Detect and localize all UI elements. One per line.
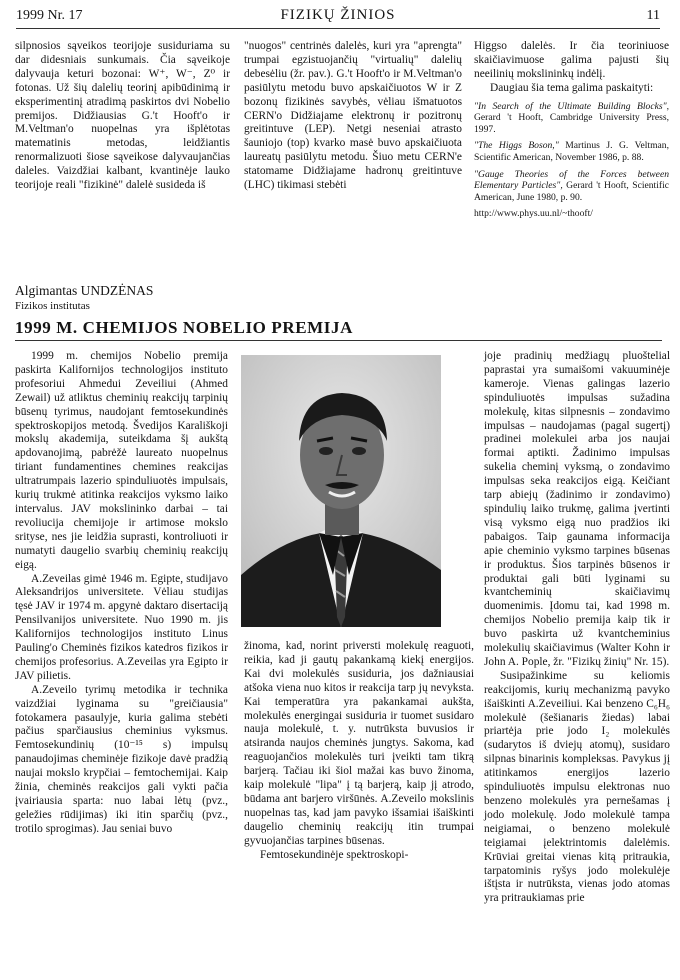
issue-label: 1999 Nr. 17 [16,8,83,23]
page-number: 11 [646,8,660,23]
paragraph: 1999 m. chemijos Nobelio premija paskirta Kalifornijos technologijos instituto profesoriui Ahmedui Zeveiliui (Ahmed Zewail) už atliktus cheminių reakcijų tarpinių būsenų tyrimus, naudojant femtosekundinės spektroskopijos metodą. Švedijos Karališkoji mokslų akademija, suteikdama šį aukštą apdovanojimą, pabrėžė laureato nuopelnus tiriant fundamentines chemines reakcijas ultratrumpais lazerio spinduliuotės impulsais, kurių trukmė atitinka reakcijos vyksmo laiko intervalus. JAV mokslininko darbai – tai revoliucija chemijoje ir artimose mokslo srityse, nes jie leidžia suprasti, kontroliuoti ir numatyti daugelio svarbių cheminių reakcijų eigą. [15,350,228,571]
portrait-illustration [241,355,441,627]
paragraph: "nuogos" centrinės dalelės, kuri yra "aprengta" trumpai egzistuojančių "virtualių" dalelių debesėliu (žr. pav.). G.'t Hooft'o ir M.Veltman'o pasiūlytu metodu buvo apskaičiuotos W ir Z bozonų fizikinės savybės, vėliau išmatuotos CERN'o Didžiajame elektronų ir pozitronų greitintuve (LEP). Netgi neseniai atrasto šauniojo (top) kvarko masė buvo apskaičiuota laureatų pasiūlytu metodu. Šiuo metu CERN'e statomame Didžiajame hadronų greitintuve (LHC) tikimasi stebėti [244,40,462,192]
reference-title: "In Search of the Ultimate Building Blocks", [474,100,669,112]
paragraph: silpnosios sąveikos teorijoje susiduriama su dar didesniais sunkumais. Čia sąveikoje dalyvauja keturi bozonai: W⁺, W⁻, Z⁰ ir fotonas. Už šių dalelių teorinį apibūdinimą ir eksperimentinį atradimą paskirtos dvi Nobelio premijos. Didžiausias G.'t Hooft'o ir M.Veltman'o nuopelnas yra išplėtotas matematinis metodas, leidžiantis renormalizuoti šiose sąveikose dalyvaujančias daleles. Vaizdžiai kalbant, kvantinėje lauko teorijoje reali "fizikinė" dalelė susideda iš [15,40,230,192]
paragraph: žinoma, kad, norint priversti molekulę reaguoti, reikia, kad ji gautų pakankamą kiekį energijos. Kai dvi molekulės susiduria, jos dažniausiai atšoka viena nuo kitos ir reakcija tarp jų nevyksta. Kai temperatūra yra pakankamai aukšta, molekulės energingai susiduria ir tuomet susidaro nauja molekulė, t. y. nutrūksta buvusios ir atsiranda naujos cheminės jungtys. Sakoma, kad reaguojančios molekulės turi įveikti tam tikrą barjerą. Tačiau iki šiol mažai kas buvo žinoma, kaip molekulė "lipa" į tą barjerą, kaip jį atrodo, būdama ant barjero viršūnės. A.Zeveilo mokslinis nuopelnas tas, kad jam pavyko išsamiai išaiškinti daugelio cheminių reakcijų itin trumpai gyvuojančias tarpines būsenas. [244,640,474,847]
paragraph: Susipažinkime su keliomis reakcijomis, kurių mechanizmą pavyko išaiškinti A.Zeveiliui. Kai benzeno C₆H₆ molekulė (šešianaris žiedas) labai priartėja prie jodo I₂ molekulės (sudarytos iš dviejų atomų), susidaro silpnas binarinis kompleksas. Pavykus jį atitinkamos energijos lazerio spinduliuotės impulsu elektronas nuo benzeno molekulės yra pernešamas į jodo molekulę. Jodo molekulė tampa neigiamai, o benzeno molekulė teigiamai įelektrintomis dalelėmis. Krūviai greitai vienas kitą pritraukia, tarpatominis ryšys jodo molekulėje ištįsta ir nutrūksta, vienas jodo atomas yra pritraukiamas prie [484,669,670,905]
article-title: 1999 M. CHEMIJOS NOBELIO PREMIJA [15,318,353,337]
paragraph: A.Zeveilo tyrimų metodika ir technika vaizdžiai lyginama su "greičiausia" fotokamera pasaulyje, kuria galima stebėti pačius sparčiausius cheminius vyksmus. Femtosekundinių (10⁻¹⁵ s) impulsų panaudojimas cheminėje fizikoje davė pradžią naujai mokslo krypčiai – femtochemijai. Kaip žinia, cheminės reakcijos gali vykti pačia įvairiausia sparta: nuo labai lėtų (pvz., geležies rūdijimas) iki itin sparčių (pvz., trotilo sprogimas). Jau seniai buvo [15,683,228,835]
paragraph: Higgso dalelės. Ir čia teoriniuose skaičiavimuose galima pajusti šių neeilinių mokslininkų indėlį. [474,40,669,80]
paragraph: Femtosekundinėje spektroskopi- [260,848,409,861]
reference-details: Gerard 't Hooft, Scientific American, June 1980, p. 90. [474,180,669,203]
prev-article-column-3 [474,40,669,220]
article-column-3 [484,350,670,906]
journal-title: FIZIKŲ ŽINIOS [280,7,396,23]
reference-title: "Gauge Theories of the Forces between Elementary Particles", [474,168,669,192]
reference-details: Gerard 't Hooft, Cambridge University Press, 1997. [474,112,669,135]
reference-item [474,101,669,136]
reference-details: Martinus J. G. Veltman, Scientific American, November 1986, p. 88. [474,140,669,163]
author-block [15,283,153,312]
paragraph: Daugiau šia tema galima paskaityti: [490,81,654,94]
title-rule [15,340,662,341]
article-column-2 [244,640,474,863]
reference-url[interactable]: http://www.phys.uu.nl/~thooft/ [474,208,593,220]
reference-title: "The Higgs Boson," [474,140,559,152]
article-column-1 [15,350,228,837]
page-header [16,6,660,29]
paragraph: joje pradinių medžiagų pluoštelial paprastai yra sumaišomi vakuuminėje kameroje. Vienas galingas lazerio spinduliuotės impulsas sužadina molekulę, kitas silpnesnis – zondavimo impulsas – naudojamas (pagal sugertį) pradinei molekulei arba jos naujai formai aptikti. Žadinimo impulsas sukelia cheminį vyksmą, o zondavimo impulsas seka reakcijos eigą. Keičiant tarp abiejų (žadinimo ir zondavimo) spindulių laiko trukmę, galima įvertinti visą vyksmo eigą nuo pradžios iki pabaigos. Taip gaunama informacija apie cheminio vyksmo tarpines būsenas ir produktus. Šios tarpinės būsenos ir produktai gali būti lyginami su kvantcheminių skaičiavimų duomenimis. Įdomu tai, kad 1998 m. chemijos Nobelio premija kaip tik ir buvo paskirta už kvantcheminius molekulių skaičiavimus (Walter Kohn ir John A. Pople, žr. "Fizikų žinių" Nr. 15). [484,350,670,668]
reference-item [474,169,669,204]
paragraph: A.Zeveilas gimė 1946 m. Egipte, studijavo Aleksandrijos universitete. Vėliau studijas tęsė JAV ir 1974 m. apgynė daktaro disertaciją Pensilvanijos universitete. Nuo 1990 m. jis Kalifornijos technologijos instituto Linus Pauling'o Cheminės fizikos katedros fizikos ir chemijos profesorius. A.Zeveilas yra Egipto ir JAV pilietis. [15,572,228,682]
prev-article-column-1 [15,40,230,193]
laureate-portrait-photo [241,355,441,627]
prev-article-column-2 [244,40,462,193]
author-affiliation: Fizikos institutas [15,300,90,312]
author-name: Algimantas UNDZĖNAS [15,283,154,298]
reference-item [474,140,669,163]
